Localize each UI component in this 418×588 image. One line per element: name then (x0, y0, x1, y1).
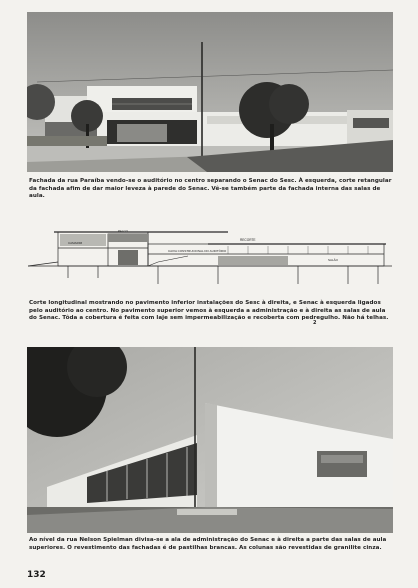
drawing-label-5: SALÃO (328, 258, 339, 262)
drawing-label-3: CAMARIM (68, 241, 83, 245)
caption-bottom-photo: Ao nível da rua Nelson Spielman divisa-se a ala de administração do Senac e à direita a parte das salas de aula superiores. O revestimento das fachadas é de pastilhas brancas. As colunas são revestidas de granilite cinza. (29, 537, 387, 551)
caption-section-drawing: Corte longitudinal mostrando no pavimento inferior instalações do Sesc à direita, e Senac à esquerda ligados pelo auditório ao centro. No pavimento superior vemos à esquerda a administração e à direita as salas de aula do Senac. Tôda a cobertura é feita com laje sem impermeabilização e recoberta com pedregulho. Não há telhas. (29, 300, 389, 322)
caption-top-photo: Fachada da rua Paraíba vendo-se o auditório no centro separando o Senac do Sesc. À esquerda, corte retangular da fachada afim de dar maior leveza à parede do Senac. Vê-se também parte da fachada interna das salas de aula. (29, 178, 392, 200)
drawing-label-1: RECORTE (240, 238, 256, 242)
facade-photo-illustration (27, 12, 393, 172)
section-drawing-svg (28, 214, 392, 300)
page-number: 132 (27, 570, 46, 580)
small-mark: 2 (313, 320, 317, 326)
drawing-label-2: PALCO (118, 229, 128, 233)
photo-street-facade (27, 12, 393, 172)
drawing-label-4: CAIXA CONSTRUCIONAL DO AUDITÓRIO (168, 249, 227, 253)
administration-photo-illustration (27, 347, 393, 533)
longitudinal-section-drawing (28, 214, 392, 300)
photo-administration-wing (27, 347, 393, 533)
